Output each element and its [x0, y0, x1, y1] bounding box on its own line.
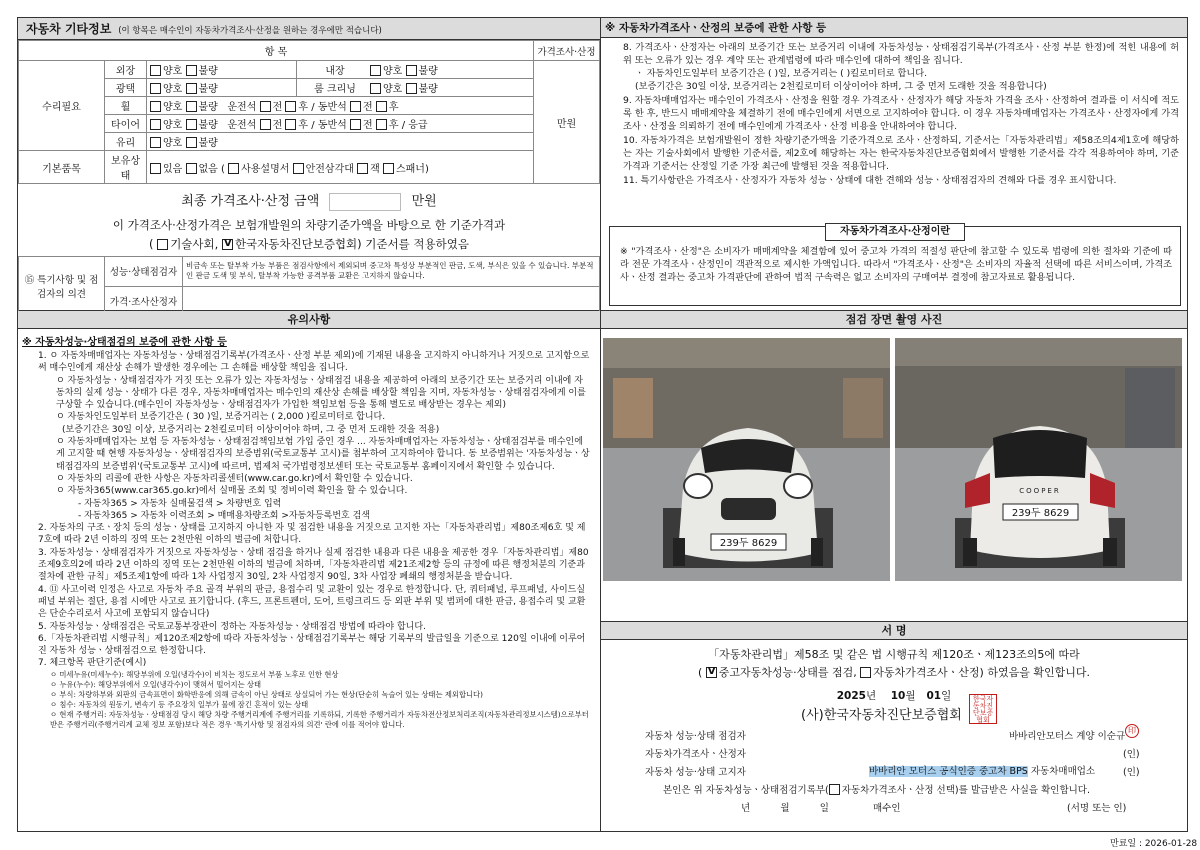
rear-car-svg [895, 338, 1182, 581]
tech-society-checkbox[interactable] [157, 239, 168, 250]
guarantee-item-8b: ㆍ 자동차인도일부터 보증기간은 ( )일, 보증거리는 ( )킬로미터로 합니다. [635, 68, 928, 79]
tire-driver-front-checkbox[interactable] [260, 119, 271, 130]
perf-checker-text: 비금속 또는 탈부착 가능 부품은 점검사항에서 제외되며 중고차 특성상 부분적인 판금, 도색, 부식은 있을 수 있습니다. 부분적인 판금 도색 및 부식, 탈부착 가능한 공격부품 교환은 고지하지 않습니다. [183, 256, 600, 286]
guarantee-item-11: 11. 특기사항란은 가격조사ㆍ산정자가 자동차 성능ㆍ상태에 대한 견해와 성능ㆍ상태점검자의 견해와 다를 경우 표시합니다. [623, 175, 1117, 186]
final-price-unit: 만원 [411, 194, 437, 209]
tire-bad-checkbox[interactable] [186, 119, 197, 130]
basis-line-1: 이 가격조사·산정가격은 보험개발원의 차량기준가액을 바탕으로 한 기준가격과 [112, 217, 506, 232]
exterior-good-checkbox[interactable] [150, 65, 161, 76]
notes-body [18, 350, 600, 730]
law-line: 「자동차관리법」제58조 및 같은 법 시행규칙 제120조ㆍ제123조의5에 따라 [708, 648, 1080, 661]
front-car-photo [603, 338, 890, 581]
inspector-seal-icon: 印 [1125, 724, 1139, 738]
rear-badge-text: COOPER [1019, 487, 1061, 495]
guarantee-item-8: 8. 가격조사ㆍ산정자는 아래의 보증기간 또는 보증거리 이내에 자동차성능ㆍ상태점검기록부(가격조사ㆍ산정 부분 한정)에 적힌 내용에 허위 또는 오류가 있는 경우 계약 또는 관계법령에 따라 매수인에 대하여 책임을 집니다. [623, 42, 1179, 66]
perf-check-checkbox[interactable] [706, 667, 717, 678]
row-possession: 보유상태 [105, 151, 147, 184]
front-car-svg [603, 338, 890, 581]
notifier-value: 바바리안 모터스 공식인증 중고차 BPS [869, 766, 1028, 777]
org-seal-icon: 한국자동차진단보증협회 [969, 694, 997, 724]
note-5: 5. 자동차성능ㆍ상태점검은 국토교통부장관이 정하는 자동차성능ㆍ상태점검 방법에 따라야 합니다. [38, 621, 426, 632]
note-2: 2. 자동차의 구조ㆍ장치 등의 성능ㆍ상태를 고지하지 아니한 자 및 점검한 내용을 거짓으로 고지한 자는「자동차관리법」제80조제6호 및 제7호에 따라 2년 이하의 징역 또는 2천만원 이하의 벌금에 처합니다. [38, 523, 586, 546]
price-checker-sign-label: 자동차가격조사ㆍ산정자 [645, 749, 746, 760]
photos-section [601, 311, 1187, 621]
gloss-good-checkbox[interactable] [150, 83, 161, 94]
row-room-clean: 룸 크리닝 [314, 84, 356, 95]
wheel-passenger-front-checkbox[interactable] [350, 101, 361, 112]
inspector-value: 바바리안모터스 계양 이순규 [1009, 731, 1126, 742]
tire-good-checkbox[interactable] [150, 119, 161, 130]
photos-title: 점검 장면 촬영 사진 [601, 311, 1187, 329]
guarantee-title: ※ 자동차가격조사ㆍ산정의 보증에 관한 사항 등 [601, 18, 1187, 38]
manual-checkbox[interactable] [228, 163, 239, 174]
inspector-label: 자동차 성능·상태 점검자 [645, 731, 746, 742]
row-exterior: 외장 [105, 61, 147, 79]
note-1g: ㅇ 자동차365(www.car365.go.kr)에서 실매물 조회 및 정비이력 확인을 할 수 있습니다. [56, 486, 408, 497]
note-6: 6.「자동차관리법 시행규칙」제120조제2항에 따라 자동차성능ㆍ상태점검기록부는 해당 기록부의 발급일을 기준으로 120일 이내에 이루어진 자동차 성능ㆍ상태점검으로 한정합니다. [38, 633, 586, 657]
notes-subtitle: ※ 자동차성능·상태점검의 보증에 관한 사항 등 [22, 337, 227, 348]
col-price-header: 가격조사·산정 [534, 41, 600, 61]
row-gloss: 광택 [105, 79, 147, 97]
note-1b: ㅇ 자동차성능ㆍ상태점검자가 거짓 또는 오류가 있는 자동차성능ㆍ상태점검 내용을 제공하여 아래의 보증기간 또는 보증거리 이내에 자동차의 실제 성능ㆍ상태가 다른 경우, 자동차매매업자는 매수인의 재산상 손해를 배상할 책임을 지며, 자동차성능ㆍ상태점검자에게 이를 구상할 수 있습니다.(매수인이 자동차성능ㆍ상태점검자가 가입한 책임보험 등을 통해 별도로 배상받는 경우는 제외) [56, 375, 586, 411]
kadi-checkbox[interactable] [222, 239, 233, 250]
other-info-title: 자동차 기타정보 [26, 22, 112, 36]
guarantee-item-10: 10. 자동차가격은 보험개발원이 정한 차량기준가액을 기준가격으로 조사ㆍ산정하되, 기준서는「자동차관리법」제58조의4제1호에 해당하는 자는 기술사회에서 발행한 기준서를, 제2호에 해당하는 자는 한국자동차진단보증협회에서 발행한 기준서를 각각 적용하여야 하며, 기준가격과 기준서는 산정일 기준 가장 최근에 발행된 것을 적용합니다. [623, 135, 1179, 172]
guarantee-item-8c: (보증기간은 30일 이상, 보증거리는 2천킬로미터 이상이어야 하며, 그 중 먼저 도래한 것을 적용합니다) [635, 81, 1047, 92]
price-check-checkbox[interactable] [860, 667, 871, 678]
other-info-subtitle: (이 항목은 매수인이 자동차가격조사·산정을 원하는 경우에만 적습니다) [118, 26, 382, 36]
note-7: 7. 체크항목 판단기준(예시) [38, 658, 147, 669]
glass-bad-checkbox[interactable] [186, 137, 197, 148]
exterior-bad-checkbox[interactable] [186, 65, 197, 76]
tire-passenger-rear-checkbox[interactable] [376, 119, 387, 130]
rear-plate-text: 239두 8629 [1011, 508, 1070, 519]
notes-section [18, 311, 600, 831]
notifier-suffix: 자동차매매업소 [1030, 766, 1096, 777]
row-interior: 내장 [325, 66, 345, 77]
note-1h: - 자동차365 > 자동차 실매물검색 > 차량번호 입력 [78, 498, 282, 509]
row-wheel: 휠 [105, 97, 147, 115]
basis-line-2: ( 기술사회, V 한국자동차진단보증협회) 기준서를 적용하였음 [18, 236, 600, 252]
receipt-line: 본인은 위 자동차성능ㆍ상태점검기록부( 자동차가격조사ㆍ산정 선택)를 발급받은 사실을 확인합니다. [663, 785, 1090, 796]
spanner-checkbox[interactable] [383, 163, 394, 174]
buyer-sign: (서명 또는 인) [1067, 803, 1127, 814]
guarantee-item-9: 9. 자동차매매업자는 매수인이 가격조사ㆍ산정을 원할 경우 가격조사ㆍ산정자가 해당 자동차 가격을 조사ㆍ산정하여 결과를 이 서식에 적도록 한 후, 반드시 매매계약을 체결하기 전에 매수인에게 서면으로 고지하여야 합니다. 이 경우 자동차매매업자는 가격조사ㆍ산정자에게 가격조사ㆍ산정을 의뢰하기 전에 매수인에게 가격조사ㆍ산정 비용을 안내하여야 합니다. [623, 95, 1179, 132]
note-4: 4. ⑪ 사고이력 인정은 사고로 자동차 주요 골격 부위의 판금, 용접수리 및 교환이 있는 경우로 한정합니다. 단, 쿼터패널, 루프패널, 사이드실패널 부위는 절단, 용접 시에만 사고로 표기합니다. (후드, 프론트펜더, 도어, 트렁크리드 등 외판 부위 및 범퍼에 대한 판금, 용접수리 및 교환은 단순수리로서 사고에 포함되지 않습니다) [38, 584, 586, 620]
wheel-good-checkbox[interactable] [150, 101, 161, 112]
none-checkbox[interactable] [186, 163, 197, 174]
signature-title: 서 명 [601, 622, 1187, 640]
room-bad-checkbox[interactable] [406, 83, 417, 94]
interior-good-checkbox[interactable] [370, 65, 381, 76]
receipt-date: 년 월 일 [741, 803, 829, 814]
room-good-checkbox[interactable] [370, 83, 381, 94]
sign-year: 2025 [836, 690, 866, 702]
basic-label: 기본품목 [19, 151, 105, 184]
note-7-examples [38, 670, 590, 730]
wheel-passenger-rear-checkbox[interactable] [376, 101, 387, 112]
price-value: 만원 [534, 61, 600, 184]
wheel-bad-checkbox[interactable] [186, 101, 197, 112]
special-notes-table [18, 256, 600, 317]
note-1f: ㅇ 자동차의 리콜에 관한 사항은 자동차리콜센터(www.car.go.kr)에서 확인할 수 있습니다. [56, 473, 413, 484]
notifier-row [869, 763, 1095, 777]
note-1a: 1. ㅇ 자동차매매업자는 자동차성능ㆍ상태점검기록부(가격조사ㆍ산정 부분 제외)에 기재된 내용을 고지하지 아니하거나 거짓으로 고지함으로써 매수인에게 재산상 손해가 발생한 경우에는 그 손해를 배상할 책임을 집니다. [38, 351, 590, 374]
front-plate-text: 239두 8629 [719, 538, 778, 549]
note-1c: ㅇ 자동차인도일부터 보증기간은 ( 30 )일, 보증거리는 ( 2,000 )킬로미터로 합니다. [56, 412, 386, 423]
glass-good-checkbox[interactable] [150, 137, 161, 148]
rear-car-photo [895, 338, 1182, 581]
buyer-label: 매수인 [873, 803, 901, 814]
price-definition-box [609, 226, 1181, 306]
wheel-driver-front-checkbox[interactable] [260, 101, 271, 112]
notifier-seal: (인) [1123, 767, 1140, 778]
tire-passenger-front-checkbox[interactable] [350, 119, 361, 130]
sign-date: 2025년 10월 01일 [836, 690, 952, 702]
price-checker-label: 가격·조사산정자 [105, 286, 183, 316]
row-glass: 유리 [105, 133, 147, 151]
final-price-row [18, 190, 600, 211]
warranty-km: 2,000 [277, 412, 304, 423]
price-checker-seal: (인) [1123, 749, 1140, 760]
sign-month: 10 [890, 690, 906, 702]
have-checkbox[interactable] [150, 163, 161, 174]
col-item-header: 항 목 [19, 41, 534, 61]
org-name: (사)한국자동차진단보증협회 [801, 708, 962, 723]
note-1e: ㅇ 자동차매매업자는 보험 등 자동차성능ㆍ상태점검책임보험 가입 중인 경우 ... 자동차매매업자는 자동차성능ㆍ상태점검부를 매수인에게 고지할 때 현행 자동차성능ㆍ상태점검자의 보증범위(국토교통부 고시)를 첨부하여 고지하여야 합니다. 동 보증범위는 '자동차성능ㆍ상태점검자의 보증범위'(국토교통부 고시)에 따르며, 법제처 국가법령정보센터 또는 국토교통부 홈페이지에서 확인할 수 있습니다. [56, 437, 590, 472]
receipt-price-checkbox[interactable] [829, 784, 840, 795]
price-definition-text: ※ "가격조사ㆍ산정"은 소비자가 매매계약을 체결함에 있어 중고차 가격의 적절성 판단에 참고할 수 있도록 법령에 의한 절차와 기준에 따라 전문 가격조사ㆍ산정인이 객관적으로 제시한 가액입니다. 따라서 "가격조사ㆍ산정"은 소비자의 자율적 선택에 따른 서비스이며, 가격조사ㆍ산정 결과는 중고차 가격판단에 관하여 법적 구속력은 없고 소비자의 구매여부 결정에 참고자료로 활용됩니다. [620, 246, 1172, 283]
note-7d: ㅇ 침수: 자동차의 원동기, 변속기 등 주요장치 일부가 물에 잠긴 흔적이 있는 상태 [50, 699, 309, 709]
confirm-line: ( V 중고자동차성능·상태를 점검, 자동차가격조사ㆍ산정) 하였음을 확인합니다. [601, 664, 1187, 680]
perf-checker-label: 성능·상태점검자 [105, 256, 183, 286]
note-7b: ㅇ 누유(누수): 해당부위에서 오일(냉각수)이 맺혀서 떨어지는 상태 [50, 679, 262, 689]
tire-driver-rear-checkbox[interactable] [285, 119, 296, 130]
jack-checkbox[interactable] [357, 163, 368, 174]
notifier-label: 자동차 성능·상태 고지자 [645, 767, 746, 778]
wheel-driver-rear-checkbox[interactable] [285, 101, 296, 112]
price-definition-title: 자동차가격조사·산정이란 [825, 223, 965, 241]
repair-label: 수리필요 [19, 61, 105, 151]
note-7c: ㅇ 부식: 차량하부와 외판의 금속표면이 화학반응에 의해 금속이 아닌 상태로 상실되어 가는 현상(단순히 녹슬어 있는 상태는 제외합니다) [50, 689, 483, 699]
guarantee-section [601, 18, 1187, 310]
special-label: ⑮ 특기사항 및 점검자의 의견 [19, 256, 105, 316]
sign-day: 01 [926, 690, 942, 702]
note-3: 3. 자동차성능ㆍ상태점검자가 거짓으로 자동차성능ㆍ상태 점검을 하거나 실제 점검한 내용과 다른 내용을 제공한 경우「자동차관리법」제80조제9호의2에 따라 2년 이하의 징역 또는 2천만원 이하의 벌금에 처하며,「자동차관리법 제21조제2항 등의 규정에 따른 행정처분의 기준과 절차에 관한 규칙」제5조제1항에 따라 1차 사업정지 30일, 2차 사업정지 90일, 3차 사업장 폐쇄의 행정처분을 받습니다. [38, 547, 589, 583]
warranty-days: 30 [192, 412, 205, 423]
row-tire: 타이어 [105, 115, 147, 133]
interior-bad-checkbox[interactable] [406, 65, 417, 76]
other-info-table: 항 목 가격조사·산정 수리필요 외장 양호 불량 내장 양호 불량 만원 광택 양호 불량 룸 크리닝 양호 불량 휠 양호 불량 운전석 전 후 / 동반석 전 후 타이어 양호 불량 운전석 전 후 / 동반석 전 후 / 응급 유리 양호 불량 기본품목 보유상태 있음 없음 ( 사용설명서 안전삼각대 잭 스패너) [18, 40, 600, 184]
final-price-label: 최종 가격조사·산정 금액 [181, 194, 320, 209]
note-7e: ㅇ 현재 주행거리: 자동차성능ㆍ상태점검 당시 해당 차량 주행거리계에 주행거리를 기록하되, 기록한 주행거리가 자동차전산정보처리조직(자동차관리정보시스템)으로부터 받은 주행거리(주행거리계 교체 정보 포함)보다 적은 경우 '특기사항 및 점검자의 의견' 란에 이를 적어야 합니다. [50, 709, 589, 729]
note-7a: ㅇ 미세누유(미세누수): 해당부위에 오일(냉각수)이 비치는 정도로서 부품 노후로 인한 현상 [50, 669, 339, 679]
note-1d: (보증기간은 30일 이상, 보증거리는 2천킬로미터 이상이어야 하며, 그 중 먼저 도래한 것을 적용) [62, 424, 440, 435]
note-1i: - 자동차365 > 자동차 이력조회 > 매매용차량조회 >자동차등록번호 검색 [78, 510, 370, 521]
notes-title: 유의사항 [18, 311, 600, 329]
expiry-date: 만료일 : 2026-01-28 [1110, 839, 1198, 849]
other-info-section [18, 18, 600, 310]
final-price-input[interactable] [329, 193, 401, 211]
gloss-bad-checkbox[interactable] [186, 83, 197, 94]
signature-section [601, 622, 1187, 831]
triangle-checkbox[interactable] [293, 163, 304, 174]
